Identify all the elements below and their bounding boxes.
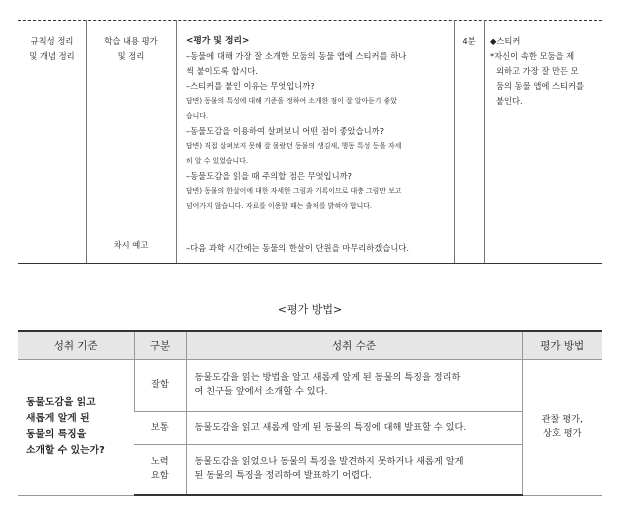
evaluation-header-row [18, 331, 602, 359]
question-line: –스티커를 붙인 이유는 무엇입니까? [186, 81, 315, 91]
description-line: 동물도감을 읽었으나 동물의 특징을 발견하지 못하거나 새롭게 알게 [194, 456, 464, 468]
header-criteria: 성취 기준 [18, 331, 134, 359]
stage-label [22, 34, 82, 64]
answer-line: 답변) 직접 살펴보지 못해 잘 몰랐던 동물의 생김새, 행동 특성 등을 자세 [186, 142, 402, 150]
column-divider [86, 20, 87, 264]
level-cell: 잘함 [134, 359, 186, 411]
top-dashed-rule [18, 20, 602, 21]
column-divider [454, 20, 455, 264]
answer-line: 답변) 동물의 한살이에 대한 자세한 그림과 기록이므로 대충 그림만 보고 [186, 187, 402, 195]
description-line: 된 동물의 특징을 정리하여 발표하기 어렵다. [194, 470, 372, 482]
header-method: 평가 방법 [522, 331, 602, 359]
criteria-line: 소개할 수 있는가? [26, 445, 105, 456]
criteria-line: 동물도감을 읽고 [26, 397, 96, 408]
column-divider [484, 20, 485, 264]
answer-line: 히 알 수 있었습니다. [186, 157, 249, 165]
method-line: 상호 평가 [543, 428, 582, 439]
bottom-rule [18, 263, 602, 264]
materials-heading: ◆스티커 [490, 36, 521, 46]
question-line: 씩 붙이도록 합시다. [186, 66, 259, 76]
description-line: 동물도감을 읽고 새롭게 알게 된 동물의 특징에 대해 발표할 수 있다. [194, 421, 467, 433]
level-description [186, 359, 522, 411]
answer-line: 넘어가지 않습니다. 자료를 이용할 때는 출처를 밝혀야 합니다. [186, 202, 373, 210]
evaluation-method-title: <평가 방법> [277, 303, 343, 316]
level-description [186, 411, 522, 444]
question-line: –동물에 대해 가장 잘 소개한 모둠의 동물 앱에 스티커를 하나 [186, 51, 407, 61]
header-achievement-level: 성취 수준 [186, 331, 522, 359]
description-line: 동물도감을 읽는 방법을 알고 새롭게 알게 된 동물의 특징을 정리하 [194, 372, 461, 383]
activity-label [90, 34, 172, 64]
table-row [18, 359, 602, 411]
next-lesson-label: 차시 예고 [113, 240, 149, 250]
header-category: 구분 [134, 331, 186, 359]
level-line: 요함 [150, 470, 169, 482]
stage-label-line: 규칙성 정리 [30, 36, 74, 46]
evaluation-content [186, 34, 452, 214]
lesson-plan-table [18, 20, 602, 264]
evaluation-content-title: <평가 및 정리> [186, 36, 250, 46]
materials-note-line: *자신이 속한 모둠을 제 [490, 51, 575, 61]
level-cell [134, 444, 186, 495]
next-lesson-content: –다음 과학 시간에는 동물의 한살이 단원을 마무리하겠습니다. [186, 243, 409, 253]
materials-notes [490, 34, 598, 109]
column-divider [176, 20, 177, 264]
method-line: 관찰 평가, [541, 414, 583, 425]
activity-label-line: 및 정리 [117, 51, 145, 61]
evaluation-content-lines [186, 49, 452, 214]
time-allotment: 4분 [462, 36, 476, 46]
achievement-criteria [18, 359, 134, 495]
materials-note-line: 둠의 동물 앱에 스티커를 [496, 81, 585, 91]
description-line: 여 친구들 앞에서 소개할 수 있다. [194, 386, 328, 397]
criteria-line: 동물의 특징을 [26, 429, 87, 440]
criteria-line: 새롭게 알게 된 [26, 413, 90, 424]
answer-line: 습니다. [186, 112, 209, 120]
level-description [186, 444, 522, 495]
materials-note-line: 외하고 가장 잘 만든 모 [496, 66, 579, 76]
question-line: –동물도감을 이용하여 살펴보니 어떤 점이 좋았습니까? [186, 126, 385, 136]
level-line: 노력 [150, 456, 169, 468]
question-line: –동물도감을 읽을 때 주의할 점은 무엇입니까? [186, 171, 353, 181]
answer-line: 답변) 동물의 특성에 대해 기준을 정하여 소개한 점이 잘 알아듣기 좋았 [186, 97, 397, 105]
activity-label-line: 학습 내용 평가 [104, 36, 158, 46]
materials-note-line: 붙인다. [496, 96, 523, 106]
stage-label-line: 및 개념 정리 [29, 51, 75, 61]
level-cell: 보통 [134, 411, 186, 444]
evaluation-table [18, 330, 602, 496]
evaluation-method [522, 359, 602, 495]
